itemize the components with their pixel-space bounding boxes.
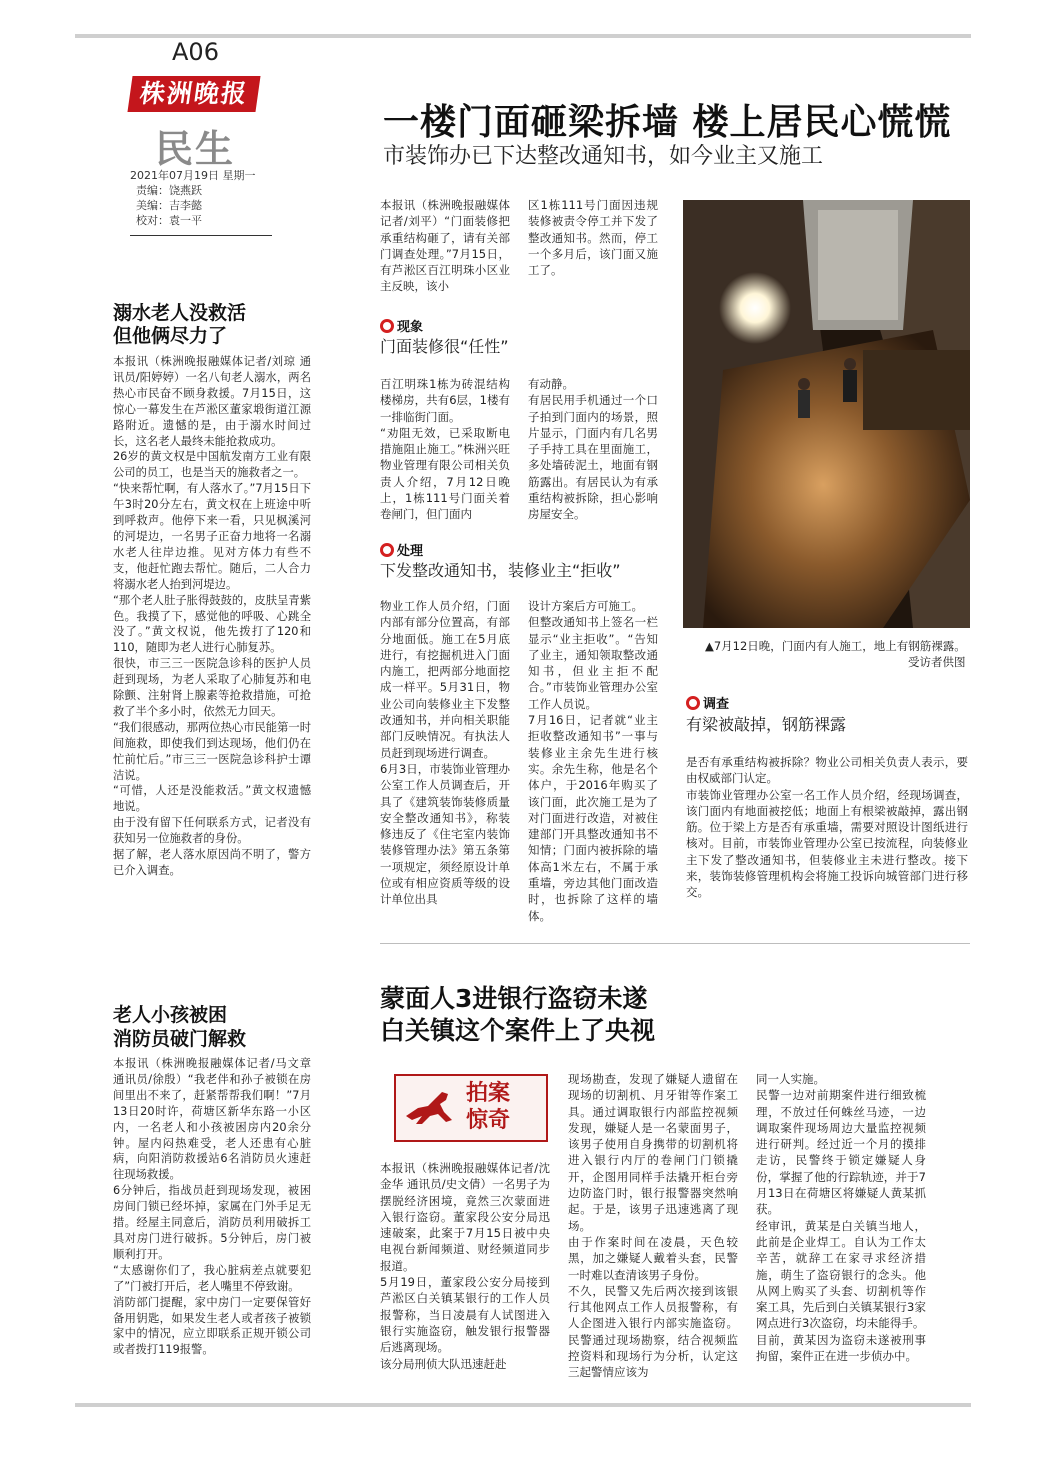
logo-text: 拍案 惊奇 <box>466 1080 511 1133</box>
issue-date: 2021年07月19日 星期一 <box>130 169 256 182</box>
section-title-phenomenon: 门面装修很“任性” <box>380 337 509 356</box>
bank-story-divider <box>380 943 970 944</box>
horse-icon <box>402 1086 460 1130</box>
section-title-investigation: 有梁被敲掉，钢筋裸露 <box>686 715 847 734</box>
handling-col1: 物业工作人员介绍，门面内部有部分位置高，有部分地面低。施工在5月底进行，有挖掘机进入门面内施工，把两部分地面挖成一样平。5月31日，物业公司向装修业主下发整改通知书，并向相关职能部门反映情况。有执法人员赶到现场进行调查。 6月3日，市装饰业管理办公室工作人员调查后，开具了《建筑装饰装修质量安全整改通知书》，称装修违反了《住宅室内装饰装修管理办法》第五条第一项规定，须经原设计单位或有相应资质等级的设计单位出具 <box>380 599 510 907</box>
editor-credit: 责编：饶燕跃 <box>136 184 202 197</box>
handling-col2: 设计方案后方可施工。 但整改通知书上签名一栏显示“业主拒收”。“告知了业主，通知领取整改通知书，但业主拒不配合。”市装饰业管理办公室工作人员说。 7月16日，记者就“业主拒收整改通知书”一事与装修业主余先生进行核实。余先生称，他是名个体户，于2016年购买了该门面，此次施工是为了对门面进行改造，对被住建部门开具整改通知书不知情；门面内被拆除的墙体高1米左右，不属于承重墙，旁边其他门面改造时，也拆除了这样的墙体。 <box>528 599 658 923</box>
main-subheadline: 市装饰办已下达整改通知书，如今业主又施工 <box>383 144 824 169</box>
page-number: A06 <box>172 38 219 66</box>
red-circle-icon <box>686 696 700 710</box>
header-divider <box>130 235 272 236</box>
construction-photo <box>683 200 970 628</box>
bank-story-headline: 蒙面人3进银行盗窃未遂 白关镇这个案件上了央视 <box>380 984 656 1045</box>
main-headline: 一楼门面砸梁拆墙 楼上居民心慌慌 <box>383 102 952 143</box>
bank-story-col1: 本报讯（株洲晚报融媒体记者/沈金华 通讯员/史文倩）一名男子为摆脱经济困境，竟然三次蒙面进入银行盗窃。董家段公安分局迅速破案，此案于7月15日被中央电视台新闻频道、财经频道同步报道。 5月19日，董家段公安分局接到芦淞区白关镇某银行的工作人员报警称，当日凌晨有人试图进入银行实施盗窃，触发银行报警器后逃离现场。 该分局刑侦大队迅速赶赴 <box>380 1161 550 1371</box>
red-circle-icon <box>380 319 394 333</box>
left-story-1-headline: 溺水老人没救活 但他俩尽力了 <box>113 302 247 347</box>
bank-story-col3: 同一人实施。 民警一边对前期案件进行细致梳理，不放过任何蛛丝马迹，一边调取案件现场周边大量监控视频进行研判。经过近一个月的摸排走访，民警终于锁定嫌疑人身份，掌握了他的行踪轨迹，并于7月13日在荷塘区将嫌疑人黄某抓获。 经审讯，黄某是白关镇当地人，此前是企业焊工。自认为工作太辛苦，就辞工在家寻求经济措施，萌生了盗窃银行的念头。他从网上购买了头套、切割机等作案工具，先后到白关镇某银行3家网点进行3次盗窃，均未能得手。 目前，黄某因为盗窃未遂被刑事拘留，案件正在进一步侦办中。 <box>756 1072 926 1364</box>
left-story-2-headline: 老人小孩被困 消防员破门解救 <box>113 1004 247 1050</box>
column-logo <box>394 1074 548 1142</box>
phenomenon-col1: 百江明珠1栋为砖混结构楼梯房，共有6层，1楼有一排临街门面。 “劝阻无效，已采取断电措施阻止施工。”株洲兴旺物业管理有限公司相关负责人介绍，7月12日晚上，1栋111号门面关着卷闸门，但门面内 <box>380 377 510 522</box>
proofreader-credit: 校对：袁一平 <box>136 214 202 227</box>
section-label-phenomenon: 现象 <box>380 316 423 335</box>
bank-story-col2: 现场勘查，发现了嫌疑人遗留在现场的切割机、月牙钳等作案工具。通过调取银行内部监控视频发现，嫌疑人是一名蒙面男子，该男子使用自身携带的切割机将进入银行内厅的卷闸门门锁撬开，企图用同样手法撬开柜台旁边防盗门时，银行报警器突然响起。于是，该男子迅速逃离了现场。 由于作案时间在凌晨，天色较黑，加之嫌疑人戴着头套，民警一时难以查清该男子身份。 不久，民警又先后两次接到该银行其他网点工作人员报警称，有人企图进入银行内部实施盗窃。民警通过现场勘察，结合视频监控资料和现场行为分析，认定这三起警情应该为 <box>568 1072 738 1380</box>
section-label-handling: 处理 <box>380 540 423 559</box>
left-story-2-body: 本报讯（株洲晚报融媒体记者/马文章 通讯员/徐殷）“我老伴和孙子被锁在房间里出不来了，赶紧帮帮我们啊！”7月13日20时许，荷塘区新华东路一小区内，一名老人和小孩被困房内20余分钟。屋内闷热难受，老人还患有心脏病，向阳消防救援站6名消防员火速赶往现场救援。 6分钟后，指战员赶到现场发现，被困房间门锁已经坏掉，家属在门外手足无措。经屋主同意后，消防员利用破拆工具对房门进行破拆。5分钟后，房门被顺利打开。 “太感谢你们了，我心脏病差点就要犯了”门被打开后，老人嘴里不停致谢。 消防部门提醒，家中房门一定要保管好备用钥匙，如果发生老人或者孩子被锁家中的情况，应立即联系正规开锁公司或者拨打119报警。 <box>113 1057 311 1357</box>
phenomenon-col2: 有动静。 有居民用手机通过一个口子拍到门面内的场景，照片显示，门面内有几名男子手持工具在里面施工，多处墙砖泥土，地面有钢筋露出。有居民认为有承重结构被拆除，担心影响房屋安全。 <box>528 377 658 522</box>
left-story-1-body: 本报讯（株洲晚报融媒体记者/刘琼 通讯员/阳婷婷）一名八旬老人溺水，两名热心市民奋不顾身救援。7月15日，这惊心一幕发生在芦淞区董家塅街道江源路附近。遗憾的是，由于溺水时间过长，这名老人最终未能抢救成功。 26岁的黄文权是中国航发南方工业有限公司的员工，也是当天的施救者之一。 “快来帮忙啊，有人落水了。”7月15日下午3时20分左右，黄文权在上班途中听到呼救声。他停下来一看，只见枫溪河的河堤边，一名男子正奋力地将一名溺水老人往岸边推。见对方体力有些不支，他赶忙跑去帮忙。随后，二人合力将溺水老人抬到河堤边。 “那个老人肚子胀得鼓鼓的，皮肤呈青紫色。我摸了下，感觉他的呼吸、心跳全没了。”黄文权说，他先拨打了120和110，随即为老人进行心肺复苏。 很快，市三三一医院急诊科的医护人员赶到现场，为老人采取了心肺复苏和电除颤、注射肾上腺素等抢救措施，可抢救了半个多小时，依然无力回天。 “我们很感动，那两位热心市民能第一时间施救，即使我们到达现场，他们仍在忙前忙后。”市三三一医院急诊科护士谭洁说。 “可惜，人还是没能救活。”黄文权遗憾地说。 由于没有留下任何联系方式，记者没有获知另一位施救者的身份。 据了解，老人落水原因尚不明了，警方已介入调查。 <box>113 355 311 877</box>
main-intro-col2: 区1栋111号门面因违规装修被责令停工并下发了整改通知书。然而，停工一个多月后，该门面又施工了。 <box>528 198 658 278</box>
main-intro-col1: 本报讯（株洲晚报融媒体记者/刘平）“门面装修把承重结构砸了，请有关部门调查处理。”7月15日，有芦淞区百江明珠小区业主反映，该小 <box>380 198 510 294</box>
section-label-investigation: 调查 <box>686 693 729 712</box>
bottom-rule <box>75 1403 971 1407</box>
photo-illustration <box>683 200 970 628</box>
designer-credit: 美编：吉李懿 <box>136 199 202 212</box>
red-circle-icon <box>380 543 394 557</box>
photo-caption: ▲7月12日晚，门面内有人施工，地上有钢筋裸露。 <box>705 639 966 653</box>
masthead-logo: 株洲晚报 <box>127 76 260 112</box>
section-title: 民生 <box>155 126 236 171</box>
photo-credit: 受访者供图 <box>908 655 966 669</box>
section-title-handling: 下发整改通知书，装修业主“拒收” <box>380 561 621 580</box>
header-meta <box>130 168 256 228</box>
investigation-text: 是否有承重结构被拆除？物业公司相关负责人表示，要由权威部门认定。 市装饰业管理办公室一名工作人员介绍，经现场调查，该门面内有地面被挖低；地面上有根梁被敲掉，露出钢筋。位于梁上方是否有承重墙，需要对照设计图纸进行核对。目前，市装饰业管理办公室已按流程，向装修业主下发了整改通知书，但装修业主未进行整改。接下来，装饰装修管理机构会将施工投诉向城管部门进行移交。 <box>686 755 968 900</box>
